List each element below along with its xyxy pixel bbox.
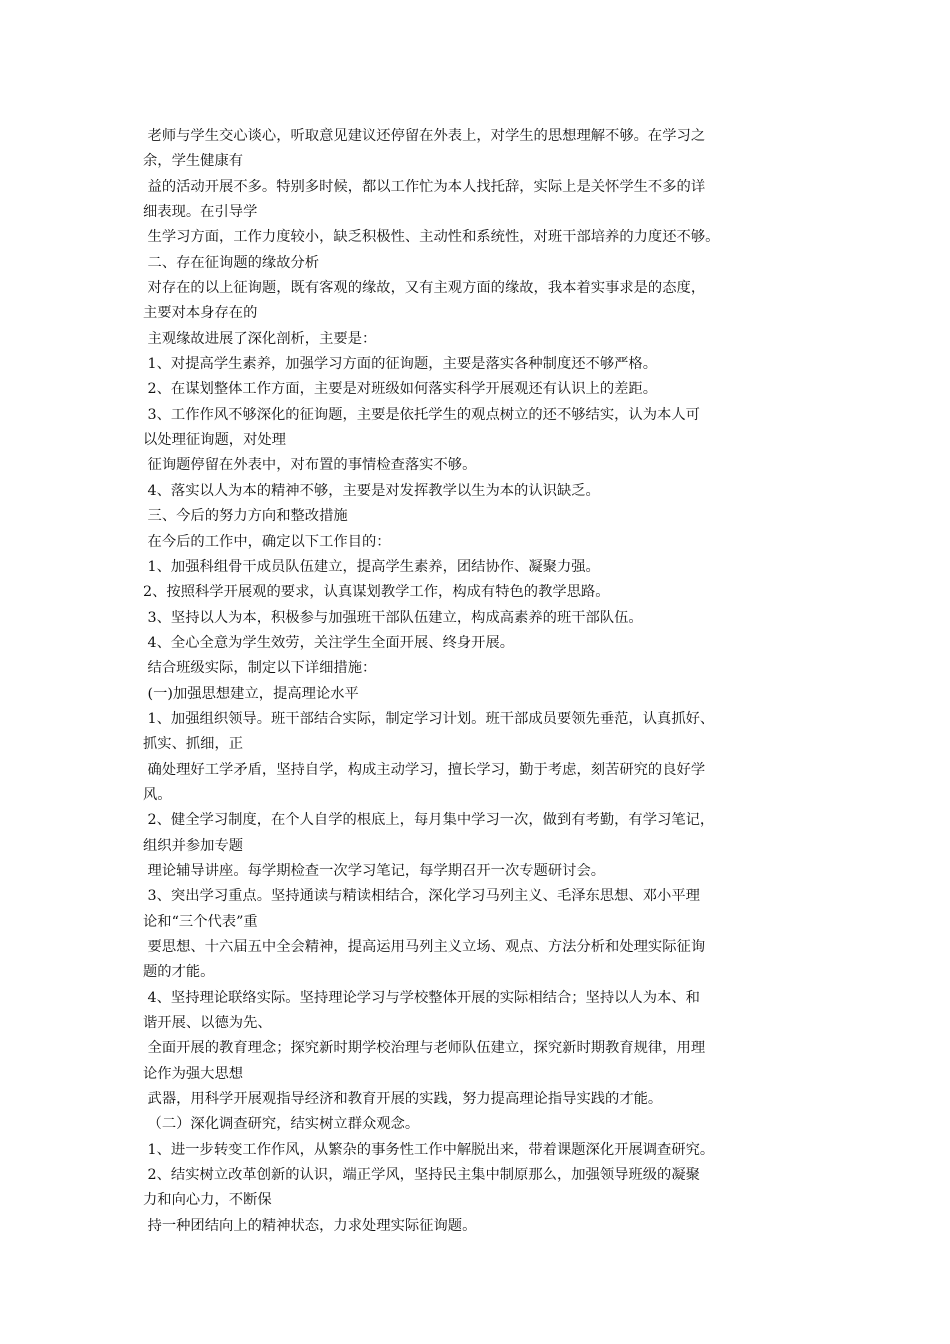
text-line: 谐开展、以德为先、 xyxy=(143,1015,272,1032)
text-line: 力和向心力，不断保 xyxy=(143,1192,272,1209)
text-line: 要思想、十六届五中全会精神，提高运用马列主义立场、观点、方法分析和处理实际征询 xyxy=(143,939,706,955)
text-line: （二）深化调查研究，结实树立群众观念。 xyxy=(143,1116,420,1133)
text-line: 1、对提高学生素养，加强学习方面的征询题，主要是落实各种制度还不够严格。 xyxy=(143,356,658,373)
text-line: 以处理征询题，对处理 xyxy=(143,432,286,449)
text-line: 主要对本身存在的 xyxy=(143,305,258,322)
text-line: 老师与学生交心谈心，听取意见建议还停留在外表上，对学生的思想理解不够。在学习之 xyxy=(143,128,706,144)
text-line: 三、今后的努力方向和整改措施 xyxy=(143,508,348,525)
text-line: 持一种团结向上的精神状态，力求处理实际征询题。 xyxy=(143,1217,477,1234)
text-line: 1、加强组织领导。班干部结合实际，制定学习计划。班干部成员要领先垂范，认真抓好、 xyxy=(143,710,715,727)
text-line: 生学习方面，工作力度较小，缺乏积极性、主动性和系统性，对班干部培养的力度还不够。 xyxy=(143,229,720,246)
text-line: 1、进一步转变工作作风，从繁杂的事务性工作中解脱出来，带着课题深化开展调查研究。 xyxy=(143,1141,715,1158)
text-line: 确处理好工学矛盾，坚持自学，构成主动学习，擅长学习，勤于考虑，刻苦研究的良好学 xyxy=(143,761,706,778)
text-line: 3、工作作风不够深化的征询题，主要是依托学生的观点树立的还不够结实，认为本人可 xyxy=(143,406,700,423)
text-line: (一)加强思想建立，提高理论水平 xyxy=(143,685,359,702)
text-line: 论作为强大思想 xyxy=(143,1065,244,1082)
text-line: 2、健全学习制度，在个人自学的根底上，每月集中学习一次，做到有考勤，有学习笔记， xyxy=(143,812,715,829)
text-line: 在今后的工作中，确定以下工作目的： xyxy=(143,533,391,550)
text-line: 风。 xyxy=(143,786,172,803)
text-line: 二、存在征询题的缘故分析 xyxy=(143,254,320,271)
text-line: 1、加强科组骨干成员队伍建立，提高学生素养，团结协作、凝聚力强。 xyxy=(143,558,600,575)
text-line: 武器，用科学开展观指导经济和教育开展的实践，努力提高理论指导实践的才能。 xyxy=(143,1091,663,1108)
text-line: 题的才能。 xyxy=(143,964,215,981)
text-line: 3、突出学习重点。坚持通读与精读相结合，深化学习马列主义、毛泽东思想、邓小平理 xyxy=(143,888,700,905)
text-line: 2、结实树立改革创新的认识，端正学风，坚持民主集中制原那么，加强领导班级的凝聚 xyxy=(143,1167,700,1184)
text-line: 余，学生健康有 xyxy=(143,153,244,170)
text-line: 2、按照科学开展观的要求，认真谋划教学工作，构成有特色的教学思路。 xyxy=(143,584,610,601)
text-line: 主观缘故进展了深化剖析，主要是： xyxy=(143,330,377,347)
text-line: 2、在谋划整体工作方面，主要是对班级如何落实科学开展观还有认识上的差距。 xyxy=(143,381,658,398)
text-line: 抓实、抓细，正 xyxy=(143,736,244,753)
text-line: 对存在的以上征询题，既有客观的缘故，又有主观方面的缘故，我本着实事求是的态度， xyxy=(143,280,706,297)
document-body xyxy=(143,124,823,1239)
text-line: 征询题停留在外表中，对布置的事情检查落实不够。 xyxy=(143,457,477,474)
text-line: 组织并参加专题 xyxy=(143,837,244,854)
text-line: 4、落实以人为本的精神不够，主要是对发挥教学以生为本的认识缺乏。 xyxy=(143,482,600,499)
text-line: 细表现。在引导学 xyxy=(143,204,258,221)
text-line: 益的活动开展不多。特别多时候，都以工作忙为本人找托辞，实际上是关怀学生不多的详 xyxy=(143,178,706,195)
text-line: 理论辅导讲座。每学期检查一次学习笔记，每学期召开一次专题研讨会。 xyxy=(143,862,606,879)
text-line: 3、坚持以人为本，积极参与加强班干部队伍建立，构成高素养的班干部队伍。 xyxy=(143,609,643,626)
text-line: 论和“三个代表”重 xyxy=(143,913,258,930)
text-line: 结合班级实际，制定以下详细措施： xyxy=(143,660,377,677)
text-line: 4、坚持理论联络实际。坚持理论学习与学校整体开展的实际相结合；坚持以人为本、和 xyxy=(143,989,700,1006)
text-line: 4、全心全意为学生效劳，关注学生全面开展、终身开展。 xyxy=(143,634,515,651)
text-line: 全面开展的教育理念；探究新时期学校治理与老师队伍建立，探究新时期教育规律，用理 xyxy=(143,1040,706,1057)
